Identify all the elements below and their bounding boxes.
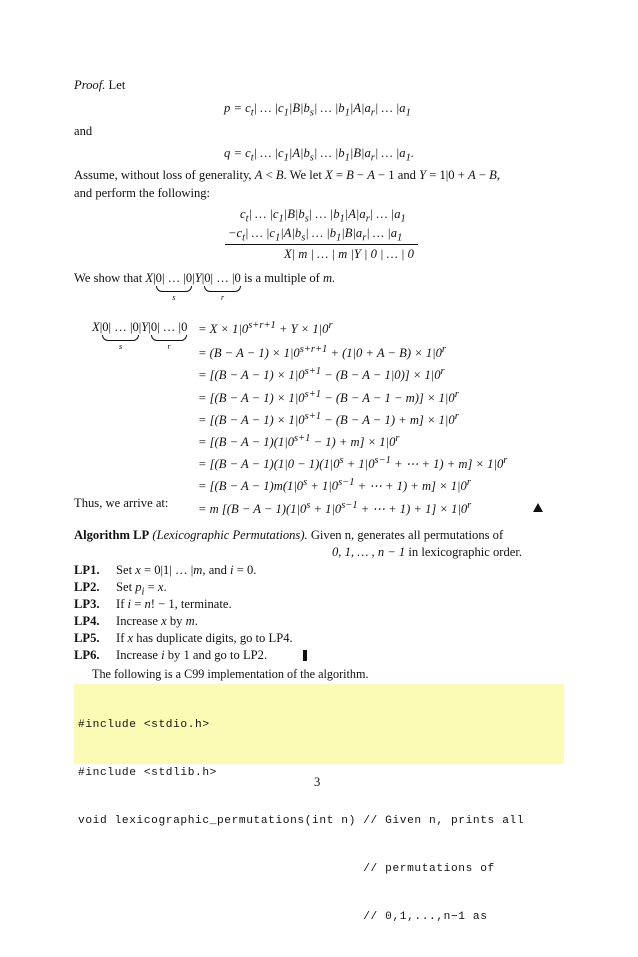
step-id-lp6: LP6. [74, 648, 100, 662]
step-id-lp2: LP2. [74, 580, 100, 594]
assume-line-2: and perform the following: [74, 186, 211, 200]
lhs-underbrace-r: 0| … |0 r [150, 320, 188, 351]
subtraction-rule [225, 244, 418, 245]
underbrace-r: 0| … |0 r [204, 271, 241, 302]
code-line-1: #include <stdio.h> [78, 719, 210, 731]
step-id-lp3: LP3. [74, 597, 100, 611]
step-text-lp6: Increase i by 1 and go to LP2. [116, 648, 268, 662]
page-number: 3 [314, 775, 321, 789]
code-line-5: // 0,1,...,n−1 as [78, 911, 488, 923]
derivation-step-4: = $[(B - A - 1) \times 1|0^{s+1} - (B - A - 1 - m)] \times 1|0^r$ [198, 389, 459, 406]
show-line: We show that X|0| … |0 s |Y|0| … |0 r is a multiple of m. [74, 271, 336, 302]
qed-triangle-icon [533, 503, 543, 512]
subtraction-top: $c_t|$ … $|c_1|B|b_s|$ … $|b_1|A|a_r|$ … $|a_1$ [240, 207, 406, 225]
proof-label-line [74, 78, 125, 93]
proof-label: Proof. [74, 78, 106, 92]
step-text-lp1: Set x = 0|1| … |m, and i = 0. [116, 563, 257, 577]
derivation-step-1: = $X \times 1|0^{s+r+1} + Y \times 1|0^r$ [198, 320, 333, 337]
algorithm-desc-2: 0, 1, … , n − 1 in lexicographic order. [332, 545, 523, 559]
subtraction-result: X| m | … | m |Y | 0 | … | 0 [284, 247, 414, 261]
step-text-lp2: Set $p_i = x$. [116, 580, 167, 598]
show-pre: We show that [74, 271, 143, 285]
derivation-step-2: = $(B - A - 1) \times 1|0^{s+r+1} + (1|0 + A - B) \times 1|0^r$ [198, 344, 447, 361]
assume-line-1: Assume, without loss of generality, A < B. We let X = B − A − 1 and Y = 1|0 + A − B, [74, 168, 500, 182]
subtraction-bottom: $-c_t|$ … $|c_1|A|b_s|$ … $|b_1|B|a_r|$ … $|a_1$ [228, 226, 403, 244]
algorithm-name: Algorithm LP [74, 528, 150, 542]
code-line-4: // permutations of [78, 863, 495, 875]
derivation-lhs: X|0| … |0 s |Y|0| … |0 r [92, 320, 188, 351]
lhs-underbrace-s: 0| … |0 s [102, 320, 139, 351]
show-m: m. [323, 271, 336, 285]
and-text: and [74, 124, 93, 138]
step-text-lp4: Increase x by m. [116, 614, 198, 628]
proof-let: Let [108, 78, 126, 92]
code-block [74, 684, 564, 923]
equation-p: $p = c_t|$ … $|c_1|B|b_s|$ … $|b_1|A|a_r|$ … $|a_1$ [224, 101, 411, 119]
brace-label-s: s [172, 293, 176, 302]
lhs-brace-label-r: r [167, 342, 171, 351]
derivation-step-3: = $[(B - A - 1) \times 1|0^{s+1} - (B - A - 1|0)] \times 1|0^r$ [198, 366, 445, 383]
equation-q: $q = c_t|$ … $|c_1|A|b_s|$ … $|b_1|B|a_r|$ … $|a_1$. [224, 146, 414, 164]
code-line-2: #include <stdlib.h> [78, 767, 217, 779]
step-text-lp3: If i = n! − 1, terminate. [116, 597, 232, 611]
lhs-brace-label-s: s [118, 342, 123, 351]
algorithm-subtitle: (Lexicographic Permutations). [152, 528, 308, 542]
algorithm-heading [74, 528, 503, 543]
step-text-lp5: If x has duplicate digits, go to LP4. [116, 631, 293, 645]
derivation-step-8: = [$(B - A - 1)m(1|0^s + 1|0^{s-1}$ + ⋯ + $1) + m] \times 1|0^r$ [198, 477, 471, 494]
end-of-algorithm-icon [303, 650, 307, 661]
code-line-3: void lexicographic_permutations(int n) // Given n, prints all [78, 815, 525, 827]
underbrace-s: 0| … |0 s [155, 271, 193, 302]
derivation-step-7: = [$(B - A - 1)(1|0 - 1)(1|0^s + 1|0^{s-1}$ + ⋯ + $1) + m] \times 1|0^r$ [198, 455, 508, 472]
step-id-lp4: LP4. [74, 614, 100, 628]
brace-label-r: r [220, 293, 225, 302]
step-id-lp5: LP5. [74, 631, 100, 645]
algorithm-desc-1: Given n, generates all permutations of [310, 528, 504, 542]
derivation-step-5: = $[(B - A - 1) \times 1|0^{s+1} - (B - A - 1) + m] \times 1|0^r$ [198, 411, 459, 428]
implementation-intro: The following is a C99 implementation of the algorithm. [92, 667, 369, 681]
step-id-lp1: LP1. [74, 563, 100, 577]
thus-text: Thus, we arrive at: [74, 496, 169, 510]
derivation-step-9: = m [$(B - A - 1)(1|0^s + 1|0^{s-1}$ + ⋯ + $1) + 1] \times 1|0^r$ [198, 500, 472, 517]
show-post: is a multiple of [243, 271, 320, 285]
derivation-step-6: = $[(B - A - 1)(1|0^{s+1} - 1) + m] \times 1|0^r$ [198, 433, 400, 450]
